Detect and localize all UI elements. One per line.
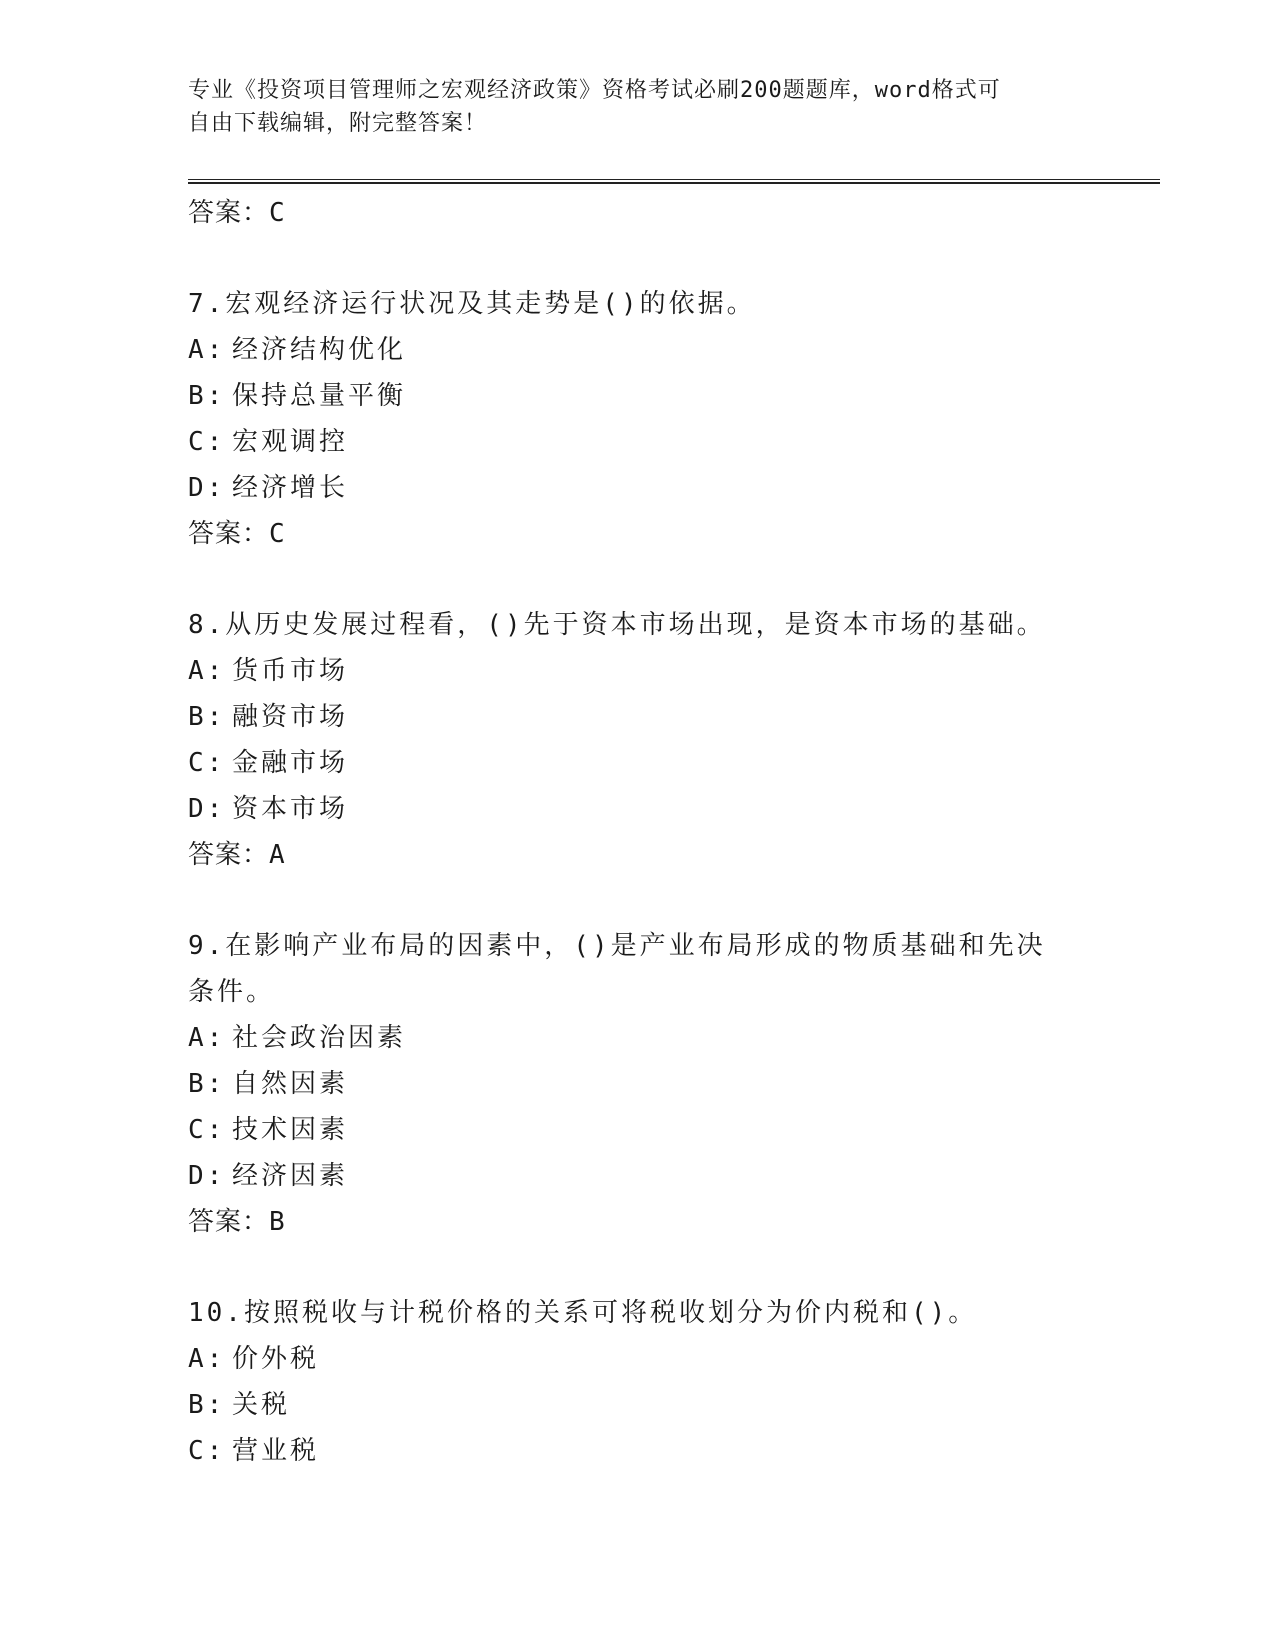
option-letter: C:	[188, 1115, 226, 1145]
question-10	[188, 1290, 1068, 1474]
option-text: 融资市场	[232, 702, 349, 732]
option-text: 价外税	[232, 1344, 320, 1374]
option-letter: A:	[188, 656, 226, 686]
option-letter: B:	[188, 702, 226, 732]
option-letter: B:	[188, 1069, 226, 1099]
option-c	[188, 1428, 1068, 1474]
option-d	[188, 1153, 1068, 1199]
option-a	[188, 1015, 1068, 1061]
option-letter: A:	[188, 1344, 226, 1374]
question-stem: 7.宏观经济运行状况及其走势是()的依据。	[188, 289, 756, 319]
header-line-2: 自由下载编辑，附完整答案！	[188, 111, 488, 136]
option-letter: D:	[188, 1161, 226, 1191]
option-letter: B:	[188, 1390, 226, 1420]
option-letter: D:	[188, 473, 226, 503]
option-c	[188, 1107, 1068, 1153]
option-d	[188, 786, 1068, 832]
option-text: 营业税	[232, 1436, 320, 1466]
option-text: 社会政治因素	[232, 1023, 407, 1053]
option-letter: C:	[188, 427, 226, 457]
previous-answer: 答案：C	[188, 198, 286, 228]
header-line-1: 专业《投资项目管理师之宏观经济政策》资格考试必刷200题题库，word格式可	[188, 78, 1001, 103]
option-letter: C:	[188, 748, 226, 778]
option-c	[188, 740, 1068, 786]
document-header	[188, 74, 1068, 140]
option-b	[188, 373, 1068, 419]
option-letter: A:	[188, 1023, 226, 1053]
option-text: 自然因素	[232, 1069, 349, 1099]
option-text: 宏观调控	[232, 427, 349, 457]
question-7	[188, 281, 1068, 557]
option-letter: D:	[188, 794, 226, 824]
option-text: 经济增长	[232, 473, 349, 503]
option-text: 资本市场	[232, 794, 349, 824]
option-d	[188, 465, 1068, 511]
question-answer: 答案：A	[188, 840, 286, 870]
question-stem: 8.从历史发展过程看，()先于资本市场出现，是资本市场的基础。	[188, 610, 1046, 640]
option-text: 经济因素	[232, 1161, 349, 1191]
option-letter: C:	[188, 1436, 226, 1466]
option-text: 货币市场	[232, 656, 349, 686]
header-divider	[188, 179, 1160, 184]
option-a	[188, 648, 1068, 694]
option-c	[188, 419, 1068, 465]
option-a	[188, 327, 1068, 373]
option-text: 保持总量平衡	[232, 381, 407, 411]
option-text: 技术因素	[232, 1115, 349, 1145]
question-list	[188, 190, 1068, 1474]
option-text: 经济结构优化	[232, 335, 407, 365]
question-stem: 10.按照税收与计税价格的关系可将税收划分为价内税和()。	[188, 1298, 978, 1328]
option-text: 关税	[232, 1390, 291, 1420]
option-a	[188, 1336, 1068, 1382]
option-b	[188, 694, 1068, 740]
question-stem: 9.在影响产业布局的因素中，()是产业布局形成的物质基础和先决条件。	[188, 931, 1046, 1007]
question-9	[188, 923, 1068, 1245]
option-text: 金融市场	[232, 748, 349, 778]
question-answer: 答案：B	[188, 1207, 286, 1237]
option-letter: A:	[188, 335, 226, 365]
option-b	[188, 1382, 1068, 1428]
question-answer: 答案：C	[188, 519, 286, 549]
option-letter: B:	[188, 381, 226, 411]
question-8	[188, 602, 1068, 878]
option-b	[188, 1061, 1068, 1107]
